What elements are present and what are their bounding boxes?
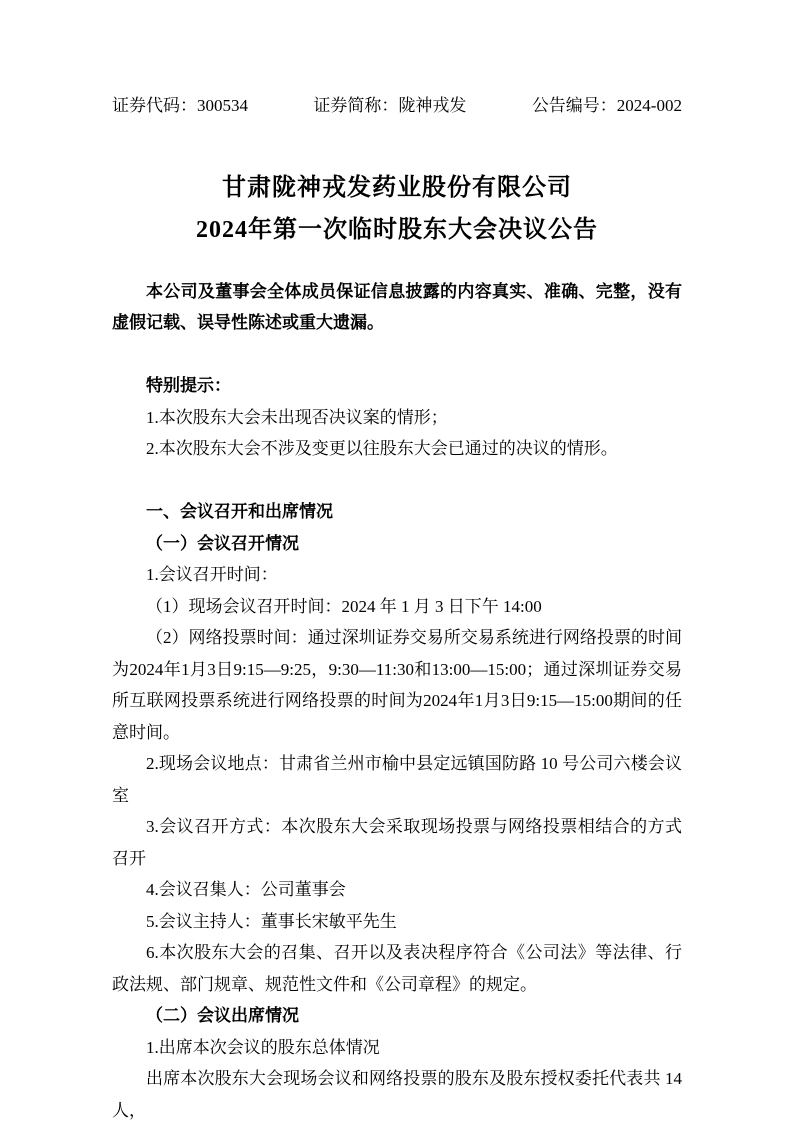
online-voting-time-paragraph: （2）网络投票时间：通过深圳证券交易所交易系统进行网络投票的时间为2024年1月3日9:15—9:25，9:30—11:30和13:00—15:00；通过深圳证券交易所互联网投票系统进行网络投票的时间为2024年1月3日9:15—15:00期间的任意时间。	[112, 628, 682, 742]
meeting-method-paragraph: 3.会议召开方式：本次股东大会采取现场投票与网络投票相结合的方式召开	[112, 817, 682, 868]
special-notice-item-1: 1.本次股东大会未出现否决议案的情形；	[146, 407, 448, 427]
attendance-overview-heading: 1.出席本次会议的股东总体情况	[146, 1037, 380, 1057]
special-notice-heading: 特别提示：	[146, 376, 231, 395]
stock-code-label: 证券代码：300534	[112, 96, 248, 115]
meeting-location-paragraph: 2.现场会议地点：甘肃省兰州市榆中县定远镇国防路 10 号公司六楼会议室	[112, 754, 682, 805]
onsite-meeting-time-paragraph: （1）现场会议召开时间：2024 年 1 月 3 日下午 14:00	[146, 596, 542, 616]
document-header	[112, 90, 682, 122]
document-title	[112, 167, 682, 251]
meeting-time-heading: 1.会议召开时间：	[146, 565, 278, 584]
section-1-heading: 一、会议召开和出席情况	[146, 502, 333, 521]
announcement-title-line: 2024年第一次临时股东大会决议公告	[196, 216, 598, 243]
meeting-convener-paragraph: 4.会议召集人：公司董事会	[146, 880, 346, 899]
blank-line	[112, 465, 682, 497]
announcement-number-label: 公告编号：2024-002	[531, 96, 682, 115]
disclosure-declaration-paragraph: 本公司及董事会全体成员保证信息披露的内容真实、准确、完整，没有虚假记载、误导性陈述或重大遗漏。	[112, 281, 682, 332]
section-1-1-heading: （一）会议召开情况	[146, 533, 299, 553]
meeting-chair-paragraph: 5.会议主持人：董事长宋敏平先生	[146, 911, 397, 931]
company-name-title-line: 甘肃陇神戎发药业股份有限公司	[222, 174, 572, 201]
section-1-2-heading: （二）会议出席情况	[146, 1006, 299, 1025]
special-notice-item-2: 2.本次股东大会不涉及变更以往股东大会已通过的决议的情形。	[146, 439, 618, 458]
stock-name-label: 证券简称：陇神戎发	[313, 96, 467, 115]
procedure-compliance-paragraph: 6.本次股东大会的召集、召开以及表决程序符合《公司法》等法律、行政法规、部门规章、规范性文件和《公司章程》的规定。	[112, 943, 682, 994]
attendance-detail-paragraph: 出席本次股东大会现场会议和网络投票的股东及股东授权委托代表共 14 人，	[112, 1069, 682, 1120]
blank-line	[112, 339, 682, 371]
